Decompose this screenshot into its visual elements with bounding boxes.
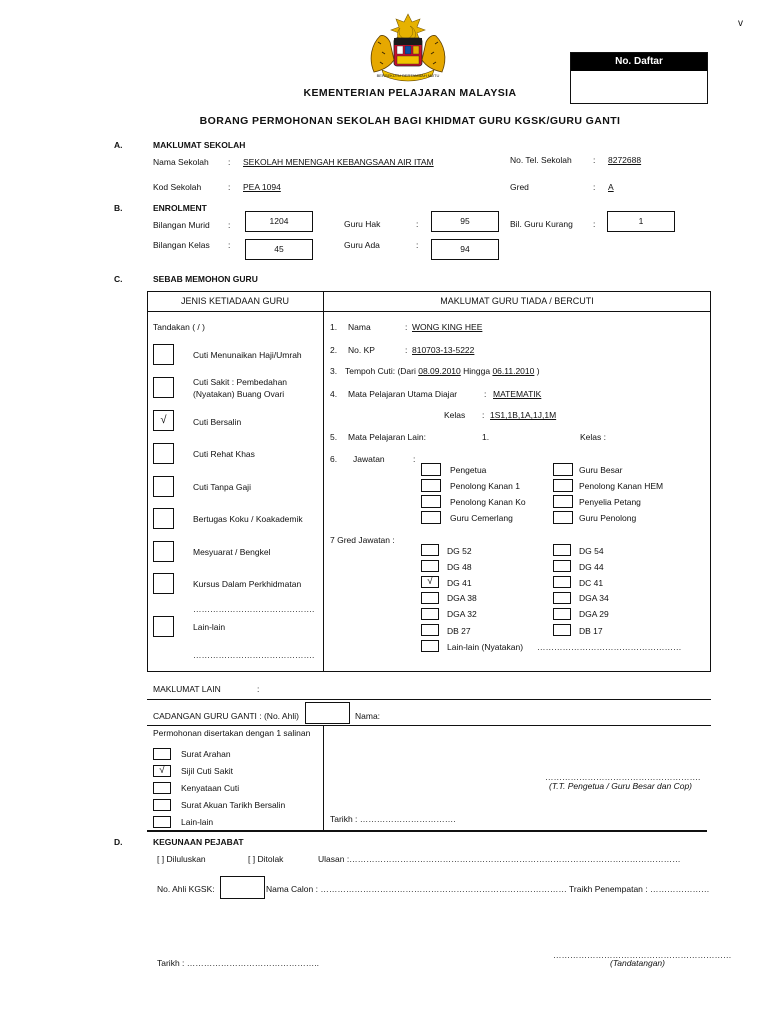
section-a-letter: A. (114, 140, 123, 150)
ministry-title: KEMENTERIAN PELAJARAN MALAYSIA (303, 87, 517, 99)
hingga-word: Hingga (460, 366, 493, 376)
gred-value: A (608, 182, 614, 192)
item-number: 5. (330, 432, 338, 442)
nama-label: Nama (348, 322, 371, 332)
tempoh-cuti-label: Tempoh Cuti (345, 366, 393, 376)
colon: : (593, 182, 596, 192)
attachment-lain-lain: Lain-lain (181, 817, 214, 827)
section-a-title: MAKLUMAT SEKOLAH (153, 140, 246, 150)
checkbox-dg48[interactable] (421, 560, 439, 572)
checkbox-db27[interactable] (421, 624, 439, 636)
col-right-header: MAKLUMAT GURU TIADA / BERCUTI (440, 296, 594, 306)
bilangan-kelas-field[interactable]: 45 (245, 239, 313, 260)
kod-sekolah-label: Kod Sekolah (153, 182, 202, 192)
colon: : (416, 219, 419, 229)
col-left-header: JENIS KETIADAAN GURU (180, 296, 290, 306)
tarikh-line: Tarikh : ……………………………………….. (157, 958, 319, 968)
tarikh-hingga: 06.11.2010 (492, 366, 535, 376)
item-number: 2. (330, 345, 338, 355)
attachment-surat-akuan: Surat Akuan Tarikh Bersalin (181, 800, 286, 810)
gred-dga32: DGA 32 (447, 609, 477, 619)
leave-label-kursus: Kursus Dalam Perkhidmatan (193, 579, 302, 589)
kod-sekolah-value: PEA 1094 (243, 182, 281, 192)
colon: : (482, 410, 485, 420)
checkbox-cuti-sakit[interactable] (153, 377, 174, 398)
gred-lain-lain: Lain-lain (Nyatakan) (447, 642, 524, 652)
table-header-divider (147, 311, 711, 312)
attachment-sijil-cuti-sakit: Sijil Cuti Sakit (181, 766, 233, 776)
leave-label-cuti-sakit-detail: (Nyatakan) Buang Ovari (193, 389, 285, 399)
mp-lain-number: 1. (482, 432, 490, 442)
leave-label-cuti-sakit: Cuti Sakit : Pembedahan (193, 377, 288, 387)
colon: : (228, 157, 231, 167)
checkbox-penolong-kanan-ko[interactable] (421, 495, 441, 508)
gred-jawatan-label: 7 Gred Jawatan : (330, 535, 395, 545)
item-number: 6. (330, 454, 338, 464)
bilangan-kelas-label: Bilangan Kelas (153, 240, 210, 250)
gred-dga29: DGA 29 (579, 609, 609, 619)
corner-mark: v (738, 18, 743, 29)
checkbox-dga32[interactable] (421, 608, 439, 620)
tarikh-dari: 08.09.2010 (418, 366, 461, 376)
section-b-letter: B. (114, 203, 123, 213)
checkbox-penyelia-petang[interactable] (553, 495, 573, 508)
jawatan-pengetua: Pengetua (450, 465, 487, 475)
section-divider (147, 830, 707, 832)
gred-label: Gred (510, 182, 529, 192)
svg-text:BERSEKUTU BERTAMBAH MUTU: BERSEKUTU BERTAMBAH MUTU (376, 73, 440, 78)
checkbox-cuti-haji[interactable] (153, 344, 174, 365)
checkbox-gred-lain-lain[interactable] (421, 640, 439, 652)
tempoh-suffix: ) (534, 366, 540, 376)
kelas-label: Kelas (444, 410, 466, 420)
guru-hak-field[interactable]: 95 (431, 211, 499, 232)
checkbox-kursus[interactable] (153, 573, 174, 594)
checkbox-dg41[interactable]: √ (421, 576, 439, 588)
colon: : (593, 155, 596, 165)
checkbox-penolong-kanan-hem[interactable] (553, 479, 573, 492)
dotted-line: ……………………………………. (193, 650, 315, 660)
kelas-lain-label: Kelas : (580, 432, 606, 442)
jawatan-guru-penolong: Guru Penolong (579, 513, 637, 523)
nama-sekolah-value: SEKOLAH MENENGAH KEBANGSAAN AIR ITAM (243, 157, 434, 167)
tandakan-label: Tandakan ( / ) (153, 322, 205, 332)
guru-kurang-label: Bil. Guru Kurang (510, 219, 573, 229)
gred-db17: DB 17 (579, 626, 603, 636)
nama-calon-line: Nama Calon : …………………………………………………………………………… Traikh Penempatan : ………………… (266, 884, 710, 894)
checkbox-db17[interactable] (553, 624, 571, 636)
checkbox-lain-lain[interactable] (153, 616, 174, 637)
checkbox-surat-akuan[interactable] (153, 799, 171, 811)
colon: : (405, 322, 408, 332)
colon: : (257, 684, 260, 694)
attachment-surat-arahan: Surat Arahan (181, 749, 231, 759)
signature-line: ………………………………………………. (545, 772, 701, 782)
checkbox-surat-arahan[interactable] (153, 748, 171, 760)
table-column-divider (323, 291, 324, 672)
leave-label-mesyuarat: Mesyuarat / Bengkel (193, 547, 271, 557)
gred-db27: DB 27 (447, 626, 471, 636)
bilangan-murid-label: Bilangan Murid (153, 220, 210, 230)
bilangan-murid-field[interactable]: 1204 (245, 211, 313, 232)
leave-label-lain-lain: Lain-lain (193, 622, 226, 632)
mp-lain-label: Mata Pelajaran Lain: (348, 432, 426, 442)
leave-label-cuti-tanpa-gaji: Cuti Tanpa Gaji (193, 482, 251, 492)
diluluskan-option[interactable]: [ ] Diluluskan (157, 854, 206, 864)
tempoh-cuti-line (345, 366, 540, 376)
checkbox-bertugas-koku[interactable] (153, 508, 174, 529)
gred-dg54: DG 54 (579, 546, 604, 556)
guru-kurang-field[interactable]: 1 (607, 211, 675, 232)
gred-dg44: DG 44 (579, 562, 604, 572)
checkbox-dga29[interactable] (553, 608, 571, 620)
no-kp-label: No. KP (348, 345, 375, 355)
form-title: BORANG PERMOHONAN SEKOLAH BAGI KHIDMAT GURU KGSK/GURU GANTI (199, 115, 621, 127)
checkbox-mesyuarat[interactable] (153, 541, 174, 562)
colon: : (228, 220, 231, 230)
gred-dc41: DC 41 (579, 578, 604, 588)
section-b-title: ENROLMENT (153, 203, 207, 213)
jawatan-penolong-kanan-1: Penolong Kanan 1 (450, 481, 520, 491)
ulasan-line: Ulasan :……………………………………………………………………………………………………… (318, 854, 681, 864)
checkbox-lampiran-lain[interactable] (153, 816, 171, 828)
colon: : (484, 389, 487, 399)
checkbox-cuti-tanpa-gaji[interactable] (153, 476, 174, 497)
section-d-title: KEGUNAAN PEJABAT (153, 837, 244, 847)
checkbox-pengetua[interactable] (421, 463, 441, 476)
checkbox-dg52[interactable] (421, 544, 439, 556)
jawatan-penolong-kanan-ko: Penolong Kanan Ko (450, 497, 526, 507)
colon: : (228, 182, 231, 192)
checkbox-dga38[interactable] (421, 592, 439, 604)
coat-of-arms-icon (364, 12, 452, 82)
signature-line: ……………………………………………………… (553, 950, 732, 960)
ditolak-option[interactable]: [ ] Ditolak (248, 854, 284, 864)
divider (147, 725, 711, 726)
checkbox-guru-penolong[interactable] (553, 511, 573, 524)
no-ahli-kgsk-label: No. Ahli KGSK: (157, 884, 215, 894)
checkbox-cuti-bersalin[interactable]: √ (153, 410, 174, 431)
cadangan-label: CADANGAN GURU GANTI : (No. Ahli) (153, 711, 299, 721)
dotted-line: ……………………………………. (193, 604, 315, 614)
guru-ada-label: Guru Ada (344, 240, 380, 250)
item-number: 3. (330, 366, 338, 376)
dotted-line: …………………………………………… (537, 642, 682, 652)
attachment-kenyataan-cuti: Kenyataan Cuti (181, 783, 240, 793)
jawatan-guru-besar: Guru Besar (579, 465, 623, 475)
section-d-letter: D. (114, 837, 123, 847)
checkbox-guru-besar[interactable] (553, 463, 573, 476)
leave-label-bertugas-koku: Bertugas Koku / Koakademik (193, 514, 303, 524)
checkbox-sijil-cuti-sakit[interactable]: √ (153, 765, 171, 777)
section-c-letter: C. (114, 274, 123, 284)
tempoh-prefix: : (Dari (392, 366, 419, 376)
jawatan-label: Jawatan (353, 454, 385, 464)
colon: : (228, 240, 231, 250)
maklumat-lain-label: MAKLUMAT LAIN (153, 684, 221, 694)
checkbox-guru-cemerlang[interactable] (421, 511, 441, 524)
nama-label: Nama: (355, 711, 381, 721)
mata-pelajaran-label: Mata Pelajaran Utama Diajar (348, 389, 458, 399)
tel-label: No. Tel. Sekolah (510, 155, 572, 165)
jawatan-guru-cemerlang: Guru Cemerlang (450, 513, 513, 523)
leave-label-cuti-bersalin: Cuti Bersalin (193, 417, 242, 427)
checkbox-kenyataan-cuti[interactable] (153, 782, 171, 794)
gred-dga34: DGA 34 (579, 593, 609, 603)
colon: : (416, 240, 419, 250)
no-ahli-kgsk-field[interactable] (220, 876, 265, 899)
divider (147, 699, 711, 700)
checkbox-dga34[interactable] (553, 592, 571, 604)
item-number: 1. (330, 322, 338, 332)
nama-sekolah-label: Nama Sekolah (153, 157, 209, 167)
guru-ada-field[interactable]: 94 (431, 239, 499, 260)
gred-dg41: DG 41 (447, 578, 472, 588)
no-ahli-field[interactable] (305, 702, 350, 724)
gred-dg52: DG 52 (447, 546, 472, 556)
mata-pelajaran-value: MATEMATIK (493, 389, 542, 399)
leave-label-cuti-rehat-khas: Cuti Rehat Khas (193, 449, 255, 459)
checkbox-penolong-kanan-1[interactable] (421, 479, 441, 492)
tel-value: 8272688 (608, 155, 642, 165)
column-divider (323, 725, 324, 830)
checkbox-dg44[interactable] (553, 560, 571, 572)
tandatangan-caption: (Tandatangan) (610, 958, 665, 968)
section-c-title: SEBAB MEMOHON GURU (153, 274, 258, 284)
checkbox-cuti-rehat-khas[interactable] (153, 443, 174, 464)
signature-caption: (T.T. Pengetua / Guru Besar dan Cop) (549, 781, 693, 791)
colon: : (593, 219, 596, 229)
permohonan-label: Permohonan disertakan dengan 1 salinan (153, 728, 311, 738)
gred-dg48: DG 48 (447, 562, 472, 572)
colon: : (405, 345, 408, 355)
kelas-value: 1S1,1B,1A,1J,1M (490, 410, 557, 420)
leave-label-cuti-haji: Cuti Menunaikan Haji/Umrah (193, 350, 302, 360)
no-kp-value: 810703-13-5222 (412, 345, 475, 355)
checkbox-dc41[interactable] (553, 576, 571, 588)
jawatan-penyelia-petang: Penyelia Petang (579, 497, 641, 507)
jawatan-penolong-kanan-hem: Penolong Kanan HEM (579, 481, 664, 491)
gred-dga38: DGA 38 (447, 593, 477, 603)
colon: : (413, 454, 416, 464)
item-number: 4. (330, 389, 338, 399)
nama-guru-value: WONG KING HEE (412, 322, 483, 332)
tarikh-line: Tarikh : ……………………………. (330, 814, 456, 824)
no-daftar-label: No. Daftar (571, 53, 707, 71)
guru-hak-label: Guru Hak (344, 219, 381, 229)
checkbox-dg54[interactable] (553, 544, 571, 556)
